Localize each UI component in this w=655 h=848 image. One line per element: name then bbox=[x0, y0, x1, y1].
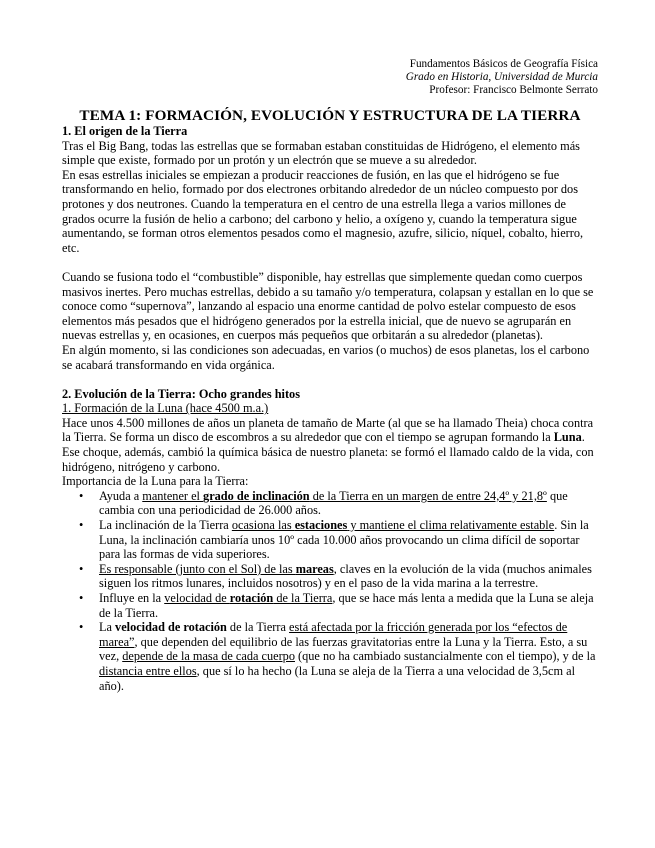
section-2-paragraph-1: Hace unos 4.500 millones de años un planeta de tamaño de Marte (al que se ha llamado Theia) choca contra la Tierra. Se forma un disco de escombros a su alrededor que con el tiempo se agrupan formando la Luna. Ese choque, además, cambió la química básica de nuestro planeta: se formó el llamado caldo de la vida, con hidrógeno, nitrógeno y carbono. bbox=[62, 415, 594, 474]
section-2-heading: 2. Evolución de la Tierra: Ocho grandes hitos bbox=[62, 386, 300, 401]
moon-importance-list bbox=[62, 489, 598, 693]
degree-university: Grado en Historia, Universidad de Murcia bbox=[405, 71, 598, 83]
section-2-paragraph-2: Importancia de la Luna para la Tierra: bbox=[62, 474, 249, 489]
section-1-paragraph-2: En esas estrellas iniciales se empiezan a producir reacciones de fusión, en las que el hidrógeno se fue transformando en helio, formado por dos electrones orbitando alrededor de un núcleo compuesto por dos protones y dos neutrones. Cuando la temperatura en el centro de una estrella llega a varios millones de grados ocurre la fusión de helio a carbono; del carbono y helio, a oxígeno y, cuando la temperatura sigue aumentando, se forman otros elementos pesados como el magnesio, azufre, silicio, níquel, cobalto, hierro, etc. bbox=[62, 167, 584, 255]
course-name: Fundamentos Básicos de Geografía Física bbox=[409, 58, 598, 70]
section-1-paragraph-1: Tras el Big Bang, todas las estrellas que se formaban estaban constituidas de Hidrógeno, el elemento más simple que existe, formado por un protón y un electrón que se mueve a su alrededor. bbox=[62, 138, 580, 168]
bullet-icon: • bbox=[79, 488, 84, 503]
professor-name: Profesor: Francisco Belmonte Serrato bbox=[429, 84, 598, 96]
bullet-icon: • bbox=[79, 518, 84, 533]
list-item: • Ayuda a mantener el grado de inclinación de la Tierra en un margen de entre 24,4º y 21,8º que cambia con una periodicidad de 26.000 años. bbox=[79, 488, 568, 518]
bullet-icon: • bbox=[79, 620, 84, 635]
document-page bbox=[62, 58, 598, 693]
page-title: TEMA 1: FORMACIÓN, EVOLUCIÓN Y ESTRUCTURA DE LA TIERRA bbox=[79, 107, 581, 124]
luna-bold: Luna bbox=[553, 430, 582, 445]
bullet-icon: • bbox=[79, 591, 84, 605]
list-item: • Es responsable (junto con el Sol) de las mareas, claves en la evolución de la vida (muchos animales siguen los ritmos lunares, incluidos nosotros) y en el paso de la vida marina a la terrestre. bbox=[79, 561, 592, 591]
bullet-icon: • bbox=[79, 561, 84, 576]
subsection-1-heading: 1. Formación de la Luna (hace 4500 m.a.) bbox=[62, 401, 269, 416]
section-1-heading: 1. El origen de la Tierra bbox=[62, 124, 188, 138]
document-header bbox=[62, 58, 598, 97]
section-1-paragraph-3: Cuando se fusiona todo el “combustible” disponible, hay estrellas que simplemente quedan como cuerpos masivos inertes. Pero muchas estrellas, debido a su tamaño y/o temperatura, colapsan y estallan en lo que se conoce como “supernova”, lanzando al espacio una enorme cantidad de polvo estelar compuesto de esos elementos más pesados que el hidrógeno generados por la estrella inicial, que de nuevo se agruparán en nuevas estrellas y, en ocasiones, en cuerpos más pequeños que orbitarán a su alrededor (planetas). bbox=[62, 269, 594, 343]
list-item: • La inclinación de la Tierra ocasiona las estaciones y mantiene el clima relativamente estable. Sin la Luna, la inclinación cambiaría unos 10º cada 10.000 años provocando un clima difícil de soportar para las formas de vida superiores. bbox=[79, 518, 589, 562]
section-1-paragraph-4: En algún momento, si las condiciones son adecuadas, en varios (o muchos) de esos planetas, los el carbono se acabará transformando en vida orgánica. bbox=[62, 342, 590, 372]
list-item: • La velocidad de rotación de la Tierra está afectada por la fricción generada por los “efectos de marea”, que dependen del equilibrio de las fuerzas gravitatorias entre la Luna y la Tierra. Esto, a su vez, depende de la masa de cada cuerpo (que no ha cambiado sustancialmente con el tiempo), y de la distancia entre ellos, que sí lo ha hecho (la Luna se aleja de la Tierra a una velocidad de 3,5cm al año). bbox=[79, 620, 596, 693]
list-item: • Influye en la velocidad de rotación de la Tierra, que se hace más lenta a medida que la Luna se aleja de la Tierra. bbox=[79, 591, 594, 620]
